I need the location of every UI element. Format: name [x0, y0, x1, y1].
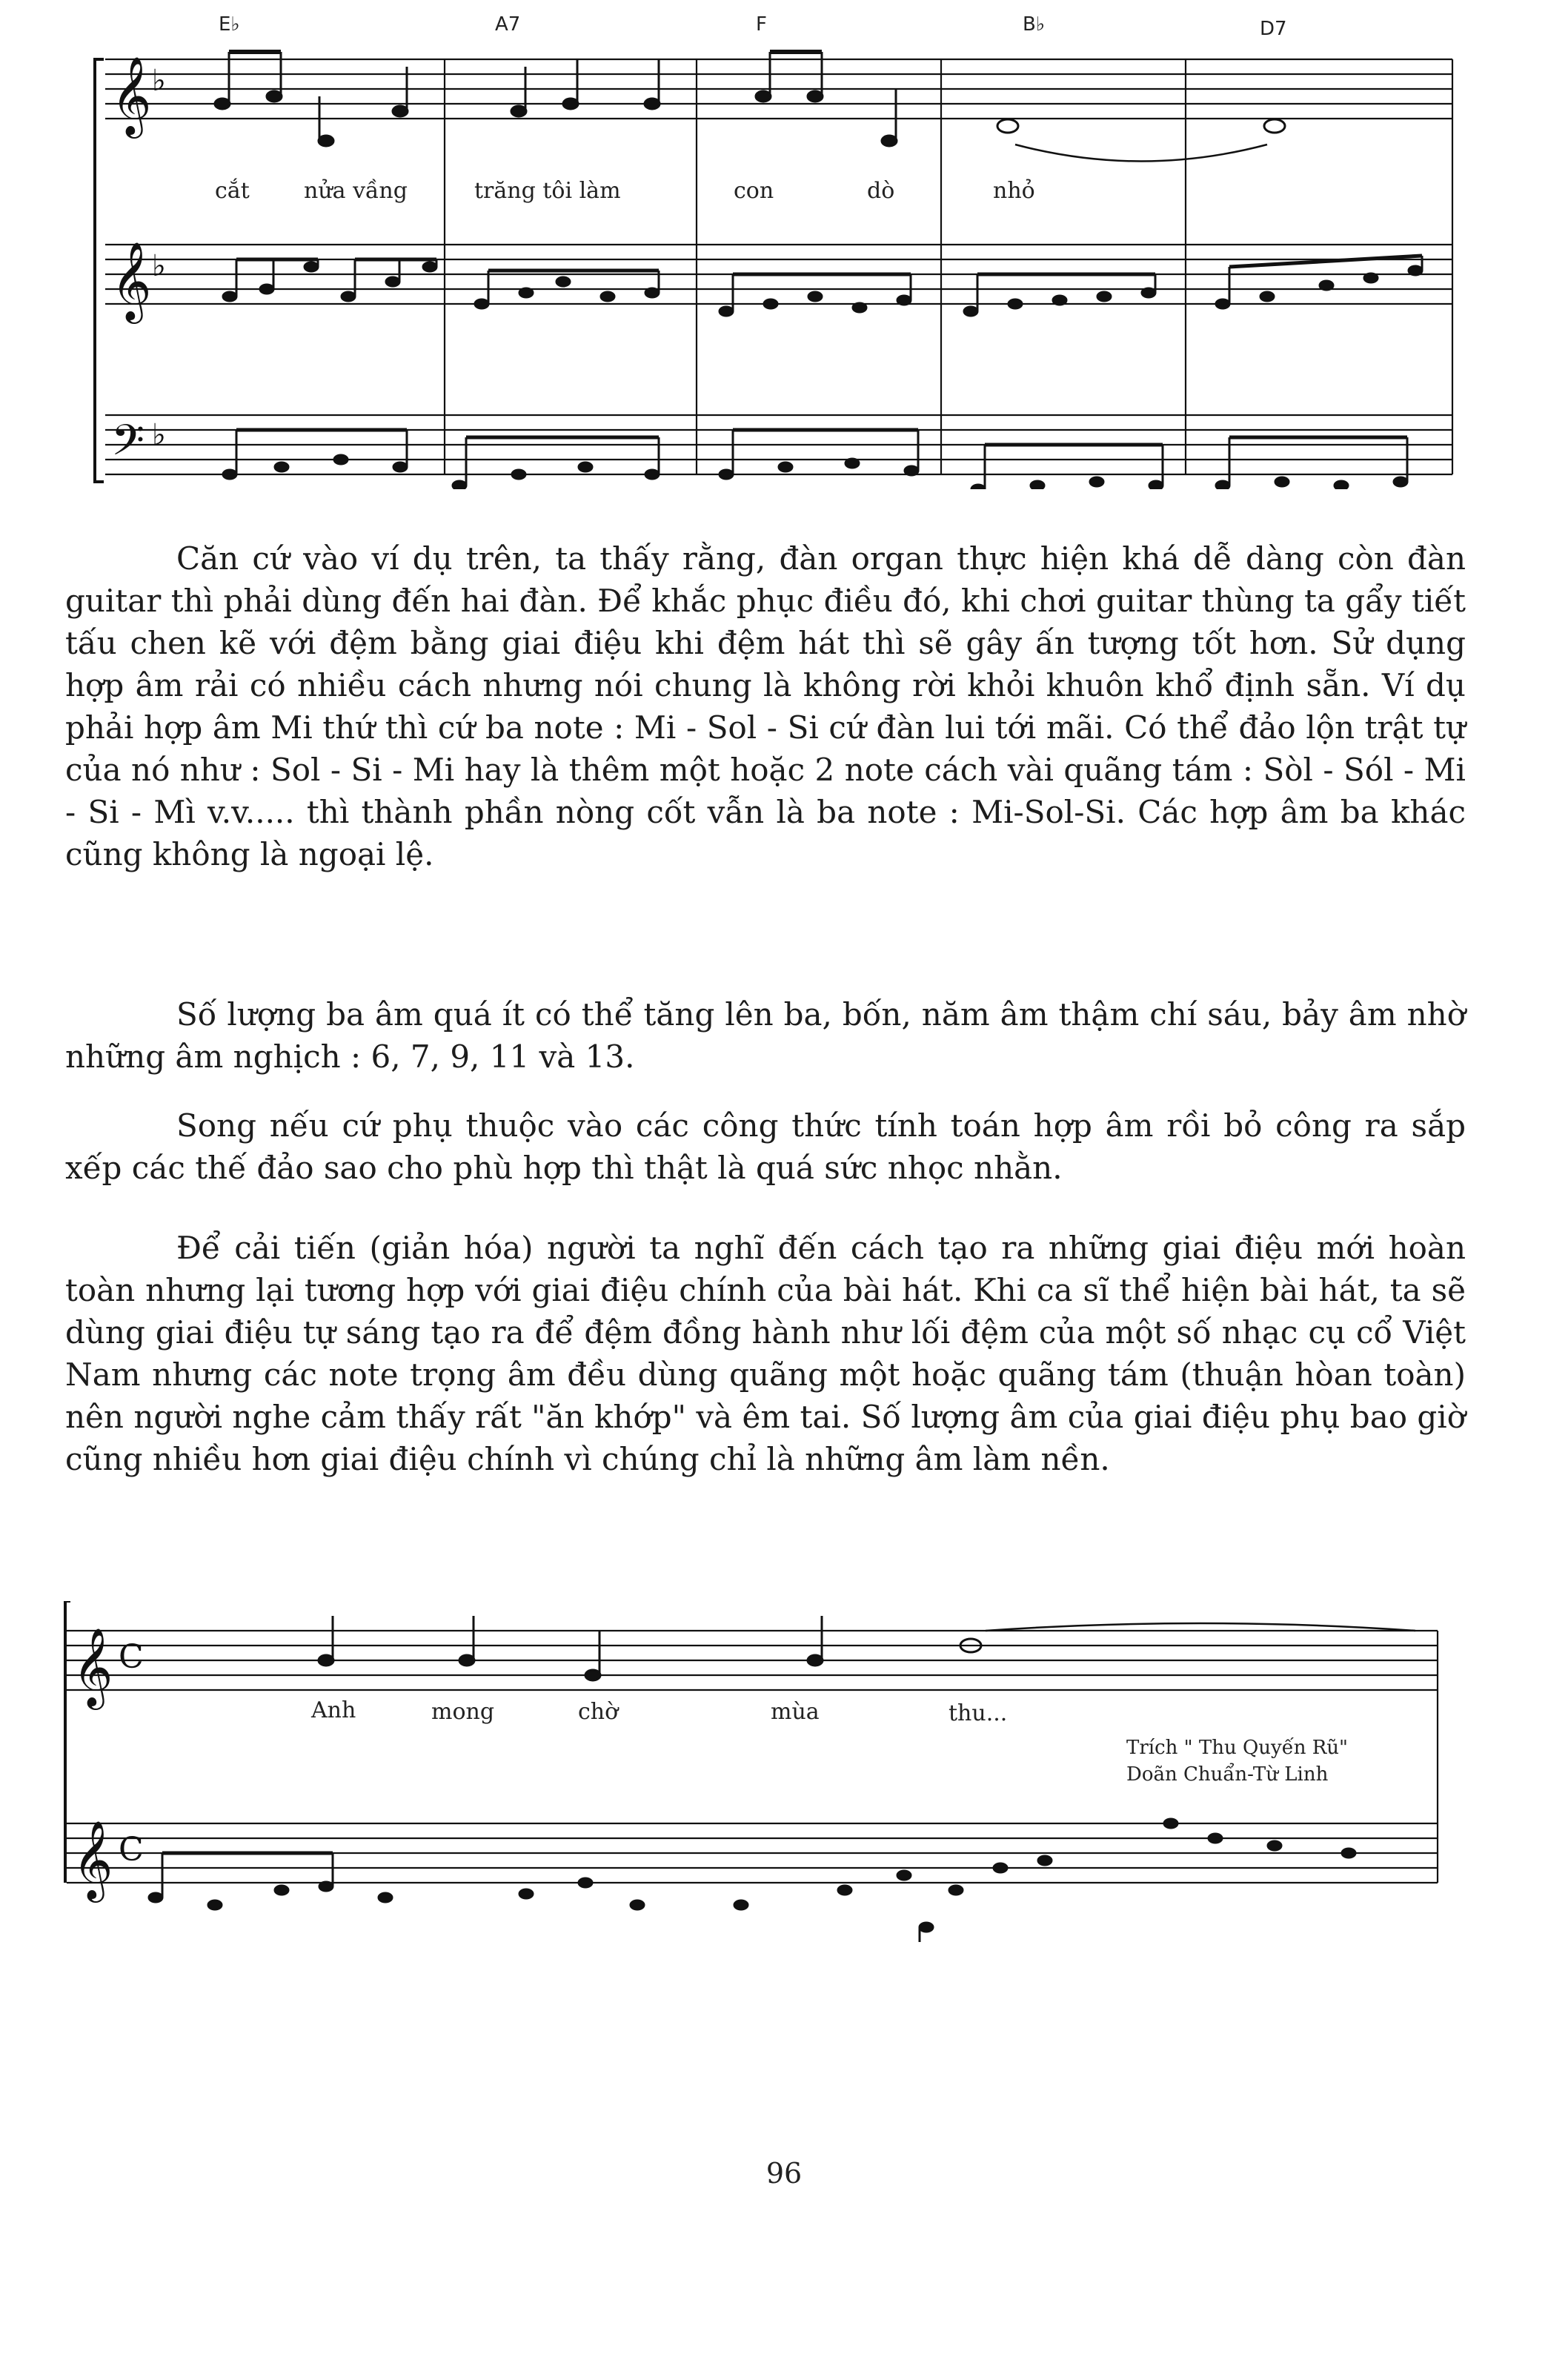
- paragraph: Số lượng ba âm quá ít có thể tăng lên ba, bốn, năm âm thậm chí sáu, bảy âm nhờ những âm nghịch : 6, 7, 9, 11 và 13.: [65, 996, 1466, 1075]
- score-example-top: [0, 0, 1568, 489]
- svg-text:𝄞: 𝄞: [73, 1627, 113, 1706]
- chord-symbol: F: [756, 13, 767, 36]
- paragraph: Căn cứ vào ví dụ trên, ta thấy rằng, đàn organ thực hiện khá dễ dàng còn đàn guitar thì phải dùng đến hai đàn. Để khắc phục điều đó, khi chơi guitar thùng ta gẩy tiết tấu chen kẽ với đệm bằng giai điệu khi đệm hát thì sẽ gây ấn tượng tốt hơn. Sử dụng hợp âm rải có nhiều cách nhưng nói chung là không rời khỏi khuôn khổ định sẵn. Ví dụ phải hợp âm Mi thứ thì cứ ba note : Mi - Sol - Si cứ đàn lui tới mãi. Có thể đảo lộn trật tự của nó như : Sol - Si - Mi hay là thêm một hoặc 2 note cách vài quãng tám : Sòl - Sól - Mi - Si - Mì v.v..... thì thành phần nòng cốt vẫn là ba note : Mi-Sol-Si. Các hợp âm ba khác cũng không là ngoại lệ.: [65, 540, 1466, 872]
- svg-text:C: C: [119, 1831, 144, 1869]
- credit-source: Trích " Thu Quyến Rũ": [1126, 1737, 1349, 1759]
- svg-text:♭: ♭: [152, 64, 166, 98]
- lyric-syllable: dò: [867, 178, 895, 204]
- svg-text:♭: ♭: [152, 418, 166, 452]
- lyric-syllable: chờ: [578, 1699, 619, 1725]
- lyric-syllable: mùa: [771, 1699, 820, 1725]
- chord-symbol: A7: [495, 13, 521, 36]
- chord-symbol: B♭: [1023, 13, 1046, 36]
- lyric-syllable: cắt: [215, 178, 250, 204]
- svg-text:𝄞: 𝄞: [111, 241, 152, 320]
- lyric-syllable: trăng tôi làm: [474, 178, 621, 204]
- svg-text:♭: ♭: [152, 249, 166, 283]
- lyric-syllable: Anh: [311, 1697, 356, 1723]
- lyric-syllable: nhỏ: [993, 178, 1035, 204]
- lyric-syllable: con: [734, 178, 774, 204]
- lyric-syllable: thu...: [949, 1700, 1008, 1726]
- chord-symbol: D7: [1260, 18, 1287, 40]
- svg-text:𝄞: 𝄞: [73, 1820, 113, 1899]
- svg-text:𝄢: 𝄢: [111, 415, 145, 476]
- paragraph: Để cải tiến (giản hóa) người ta nghĩ đến cách tạo ra những giai điệu mới hoàn toàn nhưng lại tương hợp với giai điệu chính của bài hát. Khi ca sĩ thể hiện bài hát, ta sẽ dùng giai điệu tự sáng tạo ra để đệm đồng hành như lối đệm của một số nhạc cụ cổ Việt Nam nhưng các note trọng âm đều dùng quãng một hoặc quãng tám (thuận hòan toàn) nên người nghe cảm thấy rất "ăn khớp" và êm tai. Số lượng âm của giai điệu phụ bao giờ cũng nhiều hơn giai điệu chính vì chúng chỉ là những âm làm nền.: [65, 1230, 1466, 1477]
- lyric-syllable: mong: [431, 1699, 495, 1725]
- svg-text:𝄞: 𝄞: [111, 56, 152, 135]
- song-credit: [1126, 1734, 1348, 1788]
- paragraph: Song nếu cứ phụ thuộc vào các công thức tính toán hợp âm rồi bỏ công ra sắp xếp các thế đảo sao cho phù hợp thì thật là quá sức nhọc nhằn.: [65, 1107, 1466, 1186]
- svg-text:C: C: [119, 1638, 144, 1676]
- chord-symbol: E♭: [219, 13, 240, 36]
- credit-authors: Doãn Chuẩn-Từ Linh: [1126, 1763, 1329, 1786]
- lyric-syllable: nửa vầng: [304, 178, 408, 204]
- page-number: 96: [765, 2157, 803, 2190]
